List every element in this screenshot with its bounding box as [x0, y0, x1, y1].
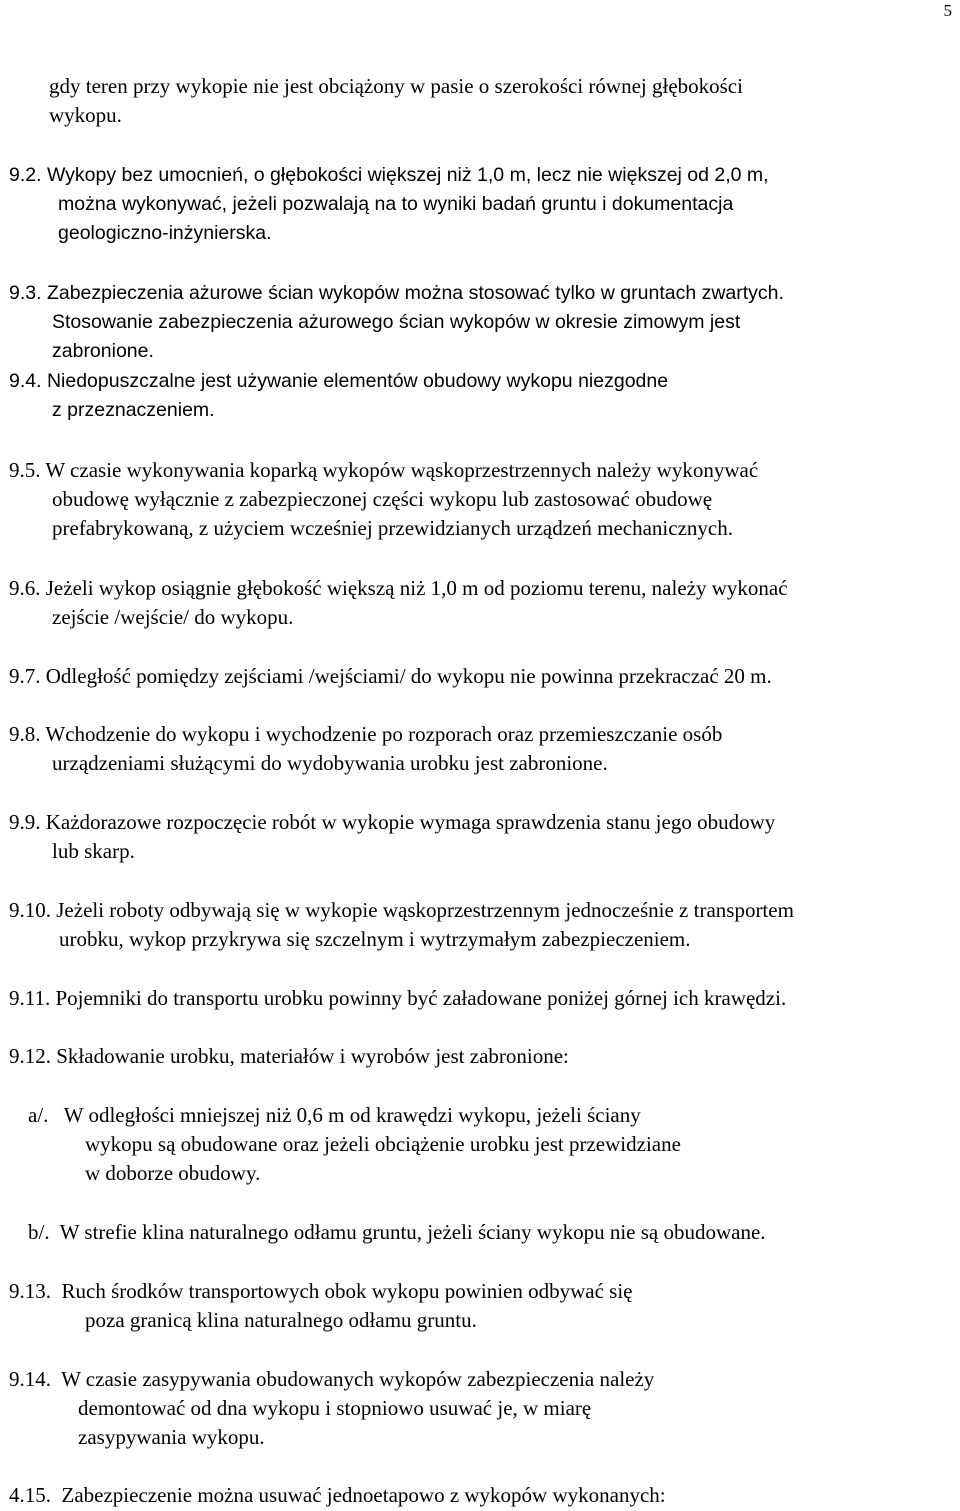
paragraph-9-2-line: można wykonywać, jeżeli pozwalają na to wyniki badań gruntu i dokumentacja — [58, 193, 734, 215]
paragraph-9-14-line: 9.14. W czasie zasypywania obudowanych wykopów zabezpieczenia należy — [9, 1367, 655, 1391]
paragraph-9-5-line: 9.5. W czasie wykonywania koparką wykopów wąskoprzestrzennych należy wykonywać — [9, 458, 759, 482]
paragraph-9-2-line: 9.2. Wykopy bez umocnień, o głębokości większej niż 1,0 m, lecz nie większej od 2,0 m, — [9, 164, 769, 186]
paragraph-9-9-line: lub skarp. — [52, 839, 135, 863]
list-item-a-line: a/. W odległości mniejszej niż 0,6 m od krawędzi wykopu, jeżeli ściany — [28, 1103, 641, 1127]
list-item-a-line: w doborze obudowy. — [85, 1161, 261, 1185]
paragraph-9-10-line: urobku, wykop przykrywa się szczelnym i wytrzymałym zabezpieczeniem. — [59, 927, 691, 951]
list-item-a-line: wykopu są obudowane oraz jeżeli obciążenie urobku jest przewidziane — [85, 1132, 681, 1156]
paragraph-9-8-line: urządzeniami służącymi do wydobywania urobku jest zabronione. — [52, 751, 608, 775]
paragraph-9-3-line: Stosowanie zabezpieczenia ażurowego ścian wykopów w okresie zimowym jest — [52, 311, 741, 333]
paragraph-9-14-line: demontować od dna wykopu i stopniowo usuwać je, w miarę — [78, 1396, 592, 1420]
paragraph-9-12-line: 9.12. Składowanie urobku, materiałów i wyrobów jest zabronione: — [9, 1044, 569, 1068]
paragraph-9-6-line: zejście /wejście/ do wykopu. — [52, 605, 294, 629]
paragraph-9-14-line: zasypywania wykopu. — [78, 1425, 265, 1449]
paragraph-9-8-line: 9.8. Wchodzenie do wykopu i wychodzenie po rozporach oraz przemieszczanie osób — [9, 722, 723, 746]
text-line: wykopu. — [49, 103, 122, 127]
list-item-b-line: b/. W strefie klina naturalnego odłamu gruntu, jeżeli ściany wykopu nie są obudowane. — [28, 1220, 766, 1244]
text-line: gdy teren przy wykopie nie jest obciążony w pasie o szerokości równej głębokości — [49, 74, 743, 98]
paragraph-9-4-line: z przeznaczeniem. — [52, 399, 215, 421]
paragraph-9-2-line: geologiczno-inżynierska. — [58, 222, 272, 244]
paragraph-9-13-line: 9.13. Ruch środków transportowych obok wykopu powinien odbywać się — [9, 1279, 633, 1303]
paragraph-4-15-line: 4.15. Zabezpieczenie można usuwać jednoetapowo z wykopów wykonanych: — [9, 1483, 666, 1507]
paragraph-9-5-line: obudowę wyłącznie z zabezpieczonej części wykopu lub zastosować obudowę — [52, 487, 713, 511]
paragraph-9-9-line: 9.9. Każdorazowe rozpoczęcie robót w wykopie wymaga sprawdzenia stanu jego obudowy — [9, 810, 776, 834]
paragraph-9-10-line: 9.10. Jeżeli roboty odbywają się w wykopie wąskoprzestrzennym jednocześnie z transportem — [9, 898, 794, 922]
paragraph-9-11-line: 9.11. Pojemniki do transportu urobku powinny być załadowane poniżej górnej ich krawędzi. — [9, 986, 787, 1010]
paragraph-9-4-line: 9.4. Niedopuszczalne jest używanie elementów obudowy wykopu niezgodne — [9, 370, 669, 392]
paragraph-9-13-line: poza granicą klina naturalnego odłamu gruntu. — [85, 1308, 477, 1332]
page-number: 5 — [943, 1, 952, 20]
paragraph-9-6-line: 9.6. Jeżeli wykop osiągnie głębokość większą niż 1,0 m od poziomu terenu, należy wykonać — [9, 576, 788, 600]
paragraph-9-5-line: prefabrykowaną, z użyciem wcześniej przewidzianych urządzeń mechanicznych. — [52, 516, 733, 540]
paragraph-9-3-line: 9.3. Zabezpieczenia ażurowe ścian wykopów można stosować tylko w gruntach zwartych. — [9, 282, 784, 304]
paragraph-9-3-line: zabronione. — [52, 340, 154, 362]
paragraph-9-7-line: 9.7. Odległość pomiędzy zejściami /wejściami/ do wykopu nie powinna przekraczać 20 m. — [9, 664, 772, 688]
